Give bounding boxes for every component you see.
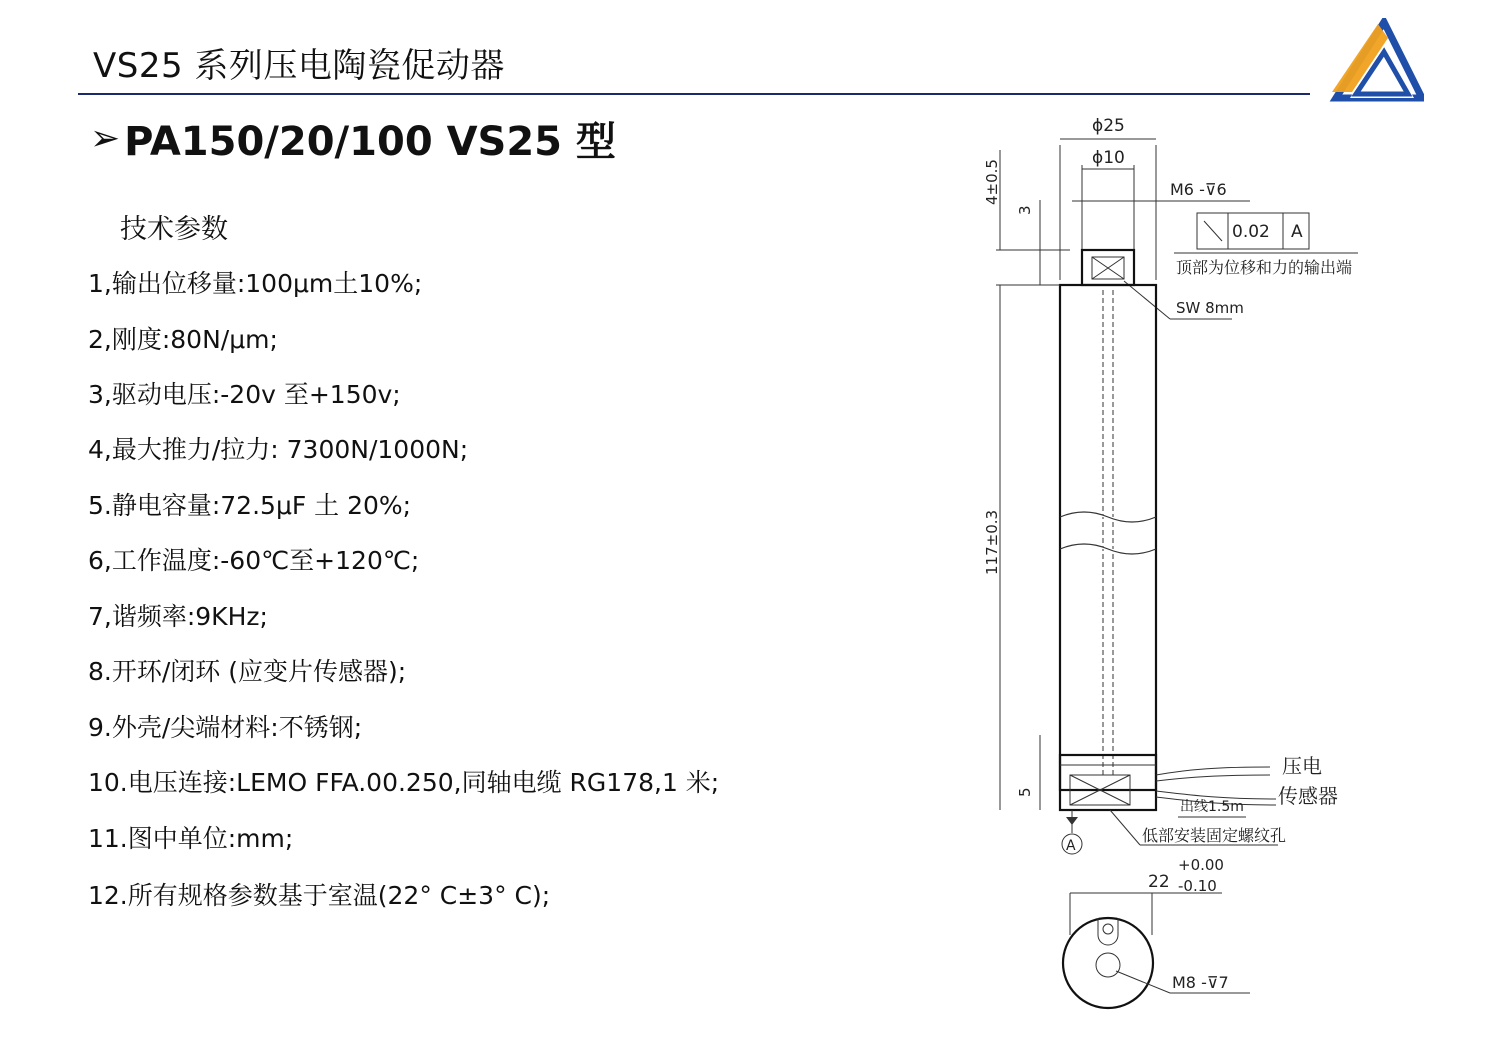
spec-item-2: 2,刚度:80N/μm; — [88, 325, 278, 354]
spec-item-10: 10.电压连接:LEMO FFA.00.250,同轴电缆 RG178,1 米; — [88, 768, 720, 797]
dia-outer-label: ϕ25 — [1092, 116, 1125, 136]
dia-inner-label: ϕ10 — [1092, 148, 1125, 168]
wrench-label: SW 8mm — [1176, 299, 1244, 317]
spec-item-4: 4,最大推力/拉力: 7300N/1000N; — [88, 435, 469, 464]
dim-117-label: 117±0.3 — [983, 509, 1001, 575]
dim-4-label: 4±0.5 — [983, 159, 1001, 205]
spec-item-7: 7,谐频率:9KHz; — [88, 602, 268, 631]
sensor-label-2: 传感器 — [1278, 784, 1338, 808]
spec-item-12: 12.所有规格参数基于室温(22° C±3° C); — [88, 881, 551, 910]
triangle-logo-icon — [1328, 18, 1424, 104]
cable-length-label: 出线1.5m — [1180, 799, 1244, 815]
datum-letter: A — [1291, 222, 1303, 242]
spec-item-3: 3,驱动电压:-20v 至+150v; — [88, 380, 401, 409]
spec-item-6: 6,工作温度:-60℃至+120℃; — [88, 546, 420, 575]
datum-marker-label: A — [1066, 838, 1076, 854]
model-title: PA150/20/100 VS25 型 — [124, 119, 616, 165]
sensor-label-1: 压电 — [1282, 754, 1322, 778]
tolerance-lower: -0.10 — [1178, 877, 1217, 895]
thread-top-label: M6 -⊽6 — [1170, 180, 1227, 199]
spec-item-8: 8.开环/闭环 (应变片传感器); — [88, 657, 407, 686]
spec-item-9: 9.外壳/尖端材料:不锈钢; — [88, 713, 363, 742]
spec-item-5: 5.静电容量:72.5μF 土 20%; — [88, 491, 412, 520]
arrow-bullet-icon: ➢ — [90, 118, 121, 159]
model-heading — [90, 110, 616, 167]
specs-section-title: 技术参数 — [120, 214, 228, 245]
header-divider — [78, 93, 1310, 95]
dim-3-label: 3 — [1016, 205, 1034, 215]
spec-item-11: 11.图中单位:mm; — [88, 824, 294, 853]
page-title: VS25 系列压电陶瓷促动器 — [93, 46, 505, 86]
spec-item-1: 1,输出位移量:100μm土10%; — [88, 269, 423, 298]
bottom-note: 低部安装固定螺纹孔 — [1142, 826, 1287, 845]
dim-22-label: 22 — [1148, 872, 1170, 892]
tolerance-upper: +0.00 — [1178, 856, 1224, 874]
tolerance-value: 0.02 — [1232, 222, 1270, 242]
thread-bottom-label: M8 -⊽7 — [1172, 973, 1229, 992]
top-note: 顶部为位移和力的输出端 — [1176, 258, 1353, 277]
technical-drawing — [960, 105, 1360, 1025]
dim-5-label: 5 — [1016, 787, 1034, 797]
